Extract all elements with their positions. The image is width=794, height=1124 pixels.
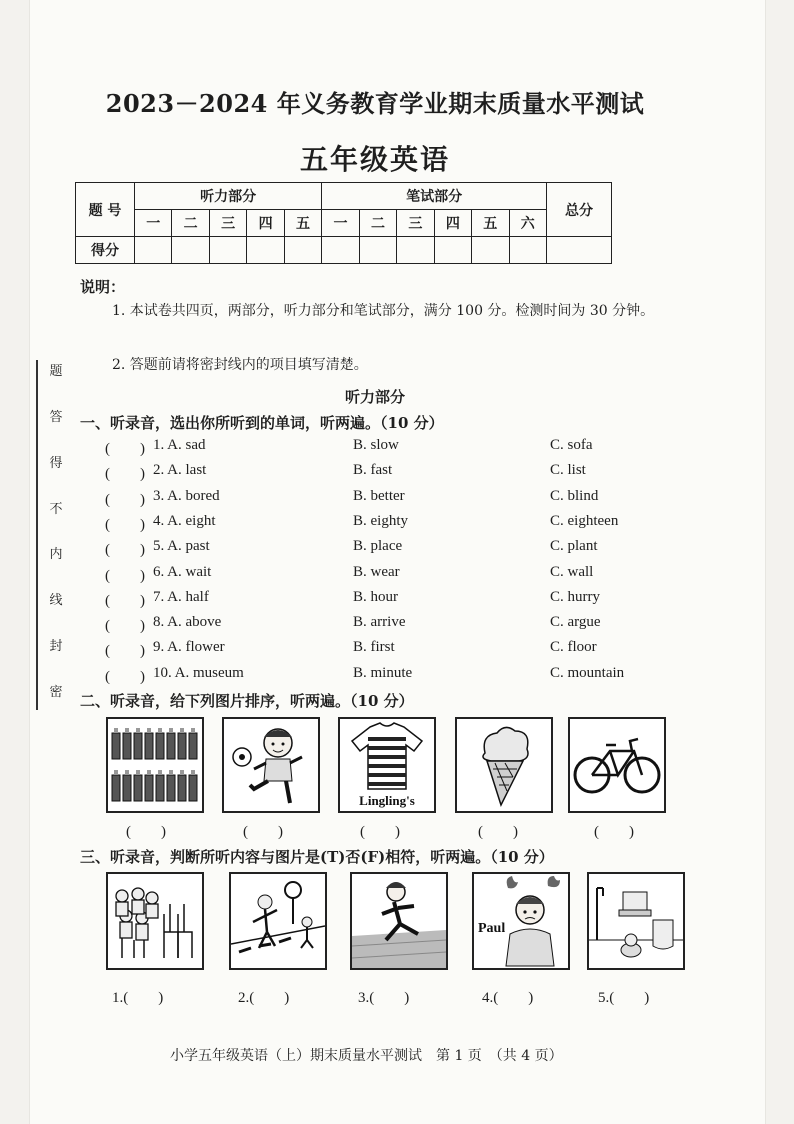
option-c: C. mountain [550, 664, 625, 681]
seal-char: 线 [49, 593, 63, 609]
question-row [105, 614, 705, 638]
answer-blank[interactable]: ( ) [105, 441, 145, 457]
order-answer-2[interactable]: ( ) [243, 824, 283, 840]
question-row [105, 437, 705, 461]
bottles-picture [106, 717, 204, 813]
tf-answer-1[interactable]: 1.( ) [112, 990, 164, 1006]
shirt-label: Lingling's [359, 793, 415, 808]
option-a: 6. A. wait [153, 563, 212, 580]
part-label: 二 [172, 210, 209, 237]
option-c: C. argue [550, 614, 601, 631]
seal-char: 答 [49, 409, 63, 425]
listening-title: 听力部分 [345, 388, 406, 406]
boy-picture [472, 872, 570, 970]
question-row [105, 665, 705, 689]
option-c: C. floor [550, 639, 597, 656]
answer-blank[interactable]: ( ) [105, 567, 145, 584]
tf-answer-2[interactable]: 2.( ) [238, 990, 290, 1006]
option-a: 4. A. eight [153, 512, 216, 529]
option-b: B. better [353, 487, 405, 504]
tf-answer-3[interactable]: 3.( ) [358, 990, 410, 1006]
score-cell[interactable] [247, 237, 284, 264]
option-a: 8. A. above [153, 614, 222, 631]
ice-cream-picture [455, 717, 553, 813]
writing-header: 笔试部分 [322, 183, 547, 210]
option-b: B. wear [353, 563, 400, 580]
option-a: 3. A. bored [153, 487, 220, 504]
option-c: C. eighteen [550, 512, 619, 529]
score-cell[interactable] [284, 237, 321, 264]
option-a: 5. A. past [153, 538, 210, 555]
option-b: B. slow [353, 437, 399, 453]
answer-blank[interactable]: ( ) [105, 618, 145, 635]
part-label: 五 [472, 210, 509, 237]
note-item-2: 2. 答题前请将密封线内的项目填写清楚。 [112, 357, 368, 373]
question-row [105, 462, 705, 486]
street-picture [229, 872, 327, 970]
part-label: 一 [322, 210, 359, 237]
section2-heading: 二、听录音，给下列图片排序，听两遍。（10 分） [80, 692, 414, 710]
option-b: B. hour [353, 588, 398, 605]
seal-char: 不 [49, 501, 63, 517]
order-answer-4[interactable]: ( ) [478, 824, 518, 840]
option-a: 7. A. half [153, 588, 209, 605]
notes-title: 说明： [80, 278, 126, 296]
option-c: C. wall [550, 563, 594, 580]
answer-blank[interactable]: ( ) [105, 491, 145, 508]
seal-char: 题 [49, 364, 63, 379]
page-footer: 小学五年级英语（上）期末质量水平测试 第 1 页 （共 4 页） [170, 1048, 563, 1064]
total-header: 总分 [547, 183, 612, 237]
note-item-1: 1. 本试卷共四页，两部分，听力部分和笔试部分，满分 100 分。检测时间为 30 分钟。 [112, 303, 655, 319]
option-a: 9. A. flower [153, 639, 225, 656]
score-cell[interactable] [172, 237, 209, 264]
option-b: B. fast [353, 462, 393, 479]
option-a: 1. A. sad [153, 437, 206, 453]
question-row [105, 513, 705, 537]
part-label: 四 [247, 210, 284, 237]
row-label: 得分 [76, 237, 135, 264]
girl-running-icon [352, 874, 446, 968]
order-answer-1[interactable]: ( ) [126, 824, 166, 840]
seal-char: 内 [49, 547, 63, 563]
shirt-picture [338, 717, 436, 813]
seal-line [36, 360, 38, 710]
children-chairs-icon [108, 874, 202, 968]
answer-blank[interactable]: ( ) [105, 668, 145, 685]
seal-line-text [46, 360, 66, 700]
question-row [105, 538, 705, 562]
answer-blank[interactable]: ( ) [105, 643, 145, 660]
boy-kicking-ball-icon [224, 719, 318, 811]
score-cell[interactable] [397, 237, 434, 264]
question-row [105, 564, 705, 588]
answer-blank[interactable]: ( ) [105, 516, 145, 533]
option-c: C. hurry [550, 588, 600, 605]
part-label: 三 [209, 210, 246, 237]
option-b: B. minute [353, 664, 413, 681]
option-b: B. arrive [353, 614, 406, 631]
boy-ball-picture [222, 717, 320, 813]
option-c: C. list [550, 462, 586, 479]
ice-cream-icon [457, 719, 551, 811]
option-b: B. first [353, 639, 395, 656]
question-row [105, 589, 705, 613]
score-cell[interactable] [509, 237, 546, 264]
option-b: B. eighty [353, 512, 408, 529]
section3-heading: 三、听录音，判断所听内容与图片是(T)否(F)相符，听两遍。（10 分） [80, 848, 554, 866]
question-row [105, 639, 705, 663]
seal-char: 密 [49, 684, 63, 700]
option-b: B. place [353, 538, 403, 555]
score-cell[interactable] [472, 237, 509, 264]
answer-blank[interactable]: ( ) [105, 592, 145, 609]
seal-char: 封 [49, 639, 63, 655]
boy-label: Paul [478, 921, 506, 936]
score-cell[interactable] [434, 237, 471, 264]
score-cell[interactable] [359, 237, 396, 264]
part-label: 三 [397, 210, 434, 237]
score-cell[interactable] [322, 237, 359, 264]
option-a: 2. A. last [153, 462, 207, 479]
question-row [105, 488, 705, 512]
angry-boy-icon [474, 874, 568, 968]
col-header: 题 号 [76, 183, 135, 237]
bicycle-icon [570, 719, 664, 811]
listening-header: 听力部分 [135, 183, 322, 210]
part-label: 一 [135, 210, 172, 237]
bottles-icon [108, 719, 202, 811]
option-c: C. sofa [550, 437, 593, 453]
bathroom-picture [587, 872, 685, 970]
order-answer-3[interactable]: ( ) [360, 824, 400, 840]
answer-blank[interactable]: ( ) [105, 542, 145, 559]
exam-title: 2023－2024 年义务教育学业期末质量水平测试 [105, 89, 645, 118]
running-picture [350, 872, 448, 970]
seal-char: 得 [49, 455, 63, 471]
option-c: C. blind [550, 487, 599, 504]
option-c: C. plant [550, 538, 598, 555]
part-label: 四 [434, 210, 471, 237]
tf-answer-5[interactable]: 5.( ) [598, 990, 650, 1006]
total-cell[interactable] [547, 237, 612, 264]
bathroom-dog-icon [589, 874, 683, 968]
striped-shirt-icon [340, 719, 434, 811]
bicycle-picture [568, 717, 666, 813]
score-cell[interactable] [135, 237, 172, 264]
exam-subtitle: 五年级英语 [299, 143, 450, 176]
crossing-street-icon [231, 874, 325, 968]
score-table [75, 182, 612, 264]
section1-heading: 一、听录音，选出你所听到的单词，听两遍。（10 分） [80, 414, 444, 432]
option-a: 10. A. museum [153, 664, 244, 681]
order-answer-5[interactable]: ( ) [594, 824, 634, 840]
score-cell[interactable] [209, 237, 246, 264]
part-label: 五 [284, 210, 321, 237]
tf-answer-4[interactable]: 4.( ) [482, 990, 534, 1006]
part-label: 二 [359, 210, 396, 237]
part-label: 六 [509, 210, 546, 237]
children-picture [106, 872, 204, 970]
answer-blank[interactable]: ( ) [105, 466, 145, 483]
